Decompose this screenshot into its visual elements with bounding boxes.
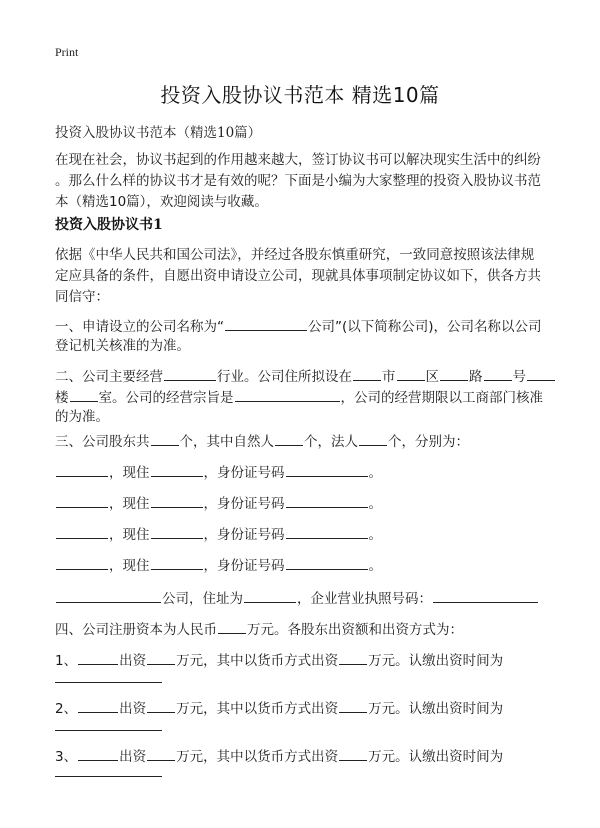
natural-person-count-blank[interactable] — [275, 430, 303, 446]
purpose-blank[interactable] — [235, 386, 340, 402]
row-text: 。 — [368, 527, 382, 543]
cash-amount-blank[interactable] — [339, 745, 367, 761]
row-text: 万元。认缴出资时间为 — [368, 749, 504, 765]
clause-text: 市 — [382, 369, 396, 385]
basis-paragraph — [55, 245, 545, 308]
clause-text: 一、申请设立的公司名称为“ — [55, 319, 224, 335]
row-text: ，现住 — [109, 465, 150, 481]
clause-text: 个，其中自然人 — [179, 434, 274, 450]
document-title: 投资入股协议书范本 精选10篇 — [160, 83, 440, 107]
room-blank[interactable] — [70, 386, 98, 402]
clause-text: ，公司的经营期限以工商部门核准 — [340, 390, 543, 406]
intro-paragraph — [55, 150, 545, 213]
clause-text: 楼 — [55, 390, 69, 406]
clause-text: 三、公司股东共 — [55, 434, 150, 450]
cash-amount-blank[interactable] — [339, 649, 367, 665]
subscription-time-blank[interactable] — [55, 775, 162, 777]
road-blank[interactable] — [440, 365, 468, 381]
row-text: 。 — [368, 496, 382, 512]
contributor-blank[interactable] — [78, 649, 118, 665]
clause-text: 个，法人 — [304, 434, 358, 450]
row-number: 3、 — [55, 749, 78, 765]
shareholder-name-blank[interactable] — [56, 461, 108, 477]
company-name-blank[interactable] — [225, 315, 307, 331]
id-number-blank[interactable] — [286, 492, 368, 508]
company-name-blank[interactable] — [56, 587, 161, 603]
row-text: ，身份证号码 — [203, 558, 285, 574]
registered-capital-blank[interactable] — [218, 618, 246, 634]
row-text: 万元。认缴出资时间为 — [368, 653, 504, 669]
amount-blank[interactable] — [147, 697, 175, 713]
clause-text: 路 — [469, 369, 483, 385]
contribution-row — [55, 697, 503, 717]
clause-3 — [55, 430, 469, 450]
id-number-blank[interactable] — [286, 554, 368, 570]
address-blank[interactable] — [151, 523, 203, 539]
clause-text: 二、公司主要经营 — [55, 369, 163, 385]
address-blank[interactable] — [151, 554, 203, 570]
city-blank[interactable] — [353, 365, 381, 381]
amount-blank[interactable] — [147, 745, 175, 761]
basis-line: 依据《中华人民共和国公司法》，并经过各股东慎重研究，一致同意按照该法律规 — [55, 247, 535, 263]
cash-amount-blank[interactable] — [339, 697, 367, 713]
number-blank[interactable] — [484, 365, 512, 381]
row-text: 公司，住址为 — [162, 591, 243, 607]
clause-2 — [55, 365, 545, 428]
shareholder-row — [55, 523, 382, 543]
district-blank[interactable] — [397, 365, 425, 381]
row-number: 2、 — [55, 701, 78, 717]
amount-blank[interactable] — [147, 649, 175, 665]
clause-text: 登记机关核准的为准。 — [55, 338, 190, 354]
row-text: ，现住 — [109, 527, 150, 543]
clause-text: 公司”(以下简称公司)，公司名称以公司 — [308, 319, 542, 335]
row-text: ，企业营业执照号码： — [297, 591, 432, 607]
row-text: 出资 — [119, 653, 147, 669]
document-subtitle: 投资入股协议书范本（精选10篇） — [55, 125, 262, 141]
id-number-blank[interactable] — [286, 523, 368, 539]
industry-blank[interactable] — [164, 365, 216, 381]
row-text: ，现住 — [109, 496, 150, 512]
row-text: 万元，其中以货币方式出资 — [176, 653, 339, 669]
intro-line: 。那么什么样的协议书才是有效的呢？下面是小编为大家整理的投资入股协议书范 — [55, 173, 541, 189]
shareholder-name-blank[interactable] — [56, 492, 108, 508]
row-text: 。 — [368, 465, 382, 481]
subscription-time-blank[interactable] — [55, 681, 162, 683]
row-text: ，身份证号码 — [203, 465, 285, 481]
row-number: 1、 — [55, 653, 78, 669]
shareholder-row — [55, 461, 382, 481]
clause-text: 号 — [512, 369, 526, 385]
clause-text: 室。公司的经营宗旨是 — [98, 390, 234, 406]
section-heading: 投资入股协议书1 — [55, 217, 163, 233]
intro-line: 本（精选10篇），欢迎阅读与收藏。 — [55, 194, 268, 210]
company-shareholder-row — [55, 587, 539, 607]
id-number-blank[interactable] — [286, 461, 368, 477]
print-label[interactable]: Print — [55, 45, 79, 59]
clause-1 — [55, 315, 545, 357]
row-text: ，身份证号码 — [203, 527, 285, 543]
row-text: 出资 — [119, 701, 147, 717]
company-address-blank[interactable] — [244, 587, 296, 603]
row-text: 万元，其中以货币方式出资 — [176, 701, 339, 717]
clause-text: 万元。各股东出资额和出资方式为： — [247, 622, 463, 638]
clause-text: 个，分别为： — [388, 434, 469, 450]
shareholder-row — [55, 492, 382, 512]
clause-4 — [55, 618, 463, 638]
subscription-time-blank[interactable] — [55, 729, 162, 731]
shareholder-row — [55, 554, 382, 574]
contribution-row — [55, 649, 503, 669]
clause-text: 区 — [425, 369, 439, 385]
clause-text: 四、公司注册资本为人民币 — [55, 622, 217, 638]
basis-line: 定应具备的条件，自愿出资申请设立公司，现就具体事项制定协议如下，供各方共 — [55, 268, 541, 284]
row-text: ，身份证号码 — [203, 496, 285, 512]
license-number-blank[interactable] — [433, 587, 538, 603]
row-text: 。 — [368, 558, 382, 574]
shareholder-count-blank[interactable] — [151, 430, 179, 446]
row-text: 万元。认缴出资时间为 — [368, 701, 504, 717]
address-blank[interactable] — [151, 492, 203, 508]
row-text: 出资 — [119, 749, 147, 765]
legal-person-count-blank[interactable] — [359, 430, 387, 446]
contribution-row — [55, 745, 503, 765]
clause-text: 的为准。 — [55, 409, 109, 425]
address-blank[interactable] — [151, 461, 203, 477]
intro-line: 在现在社会，协议书起到的作用越来越大，签订协议书可以解决现实生活中的纠纷 — [55, 152, 541, 168]
row-text: 万元，其中以货币方式出资 — [176, 749, 339, 765]
contributor-blank[interactable] — [78, 745, 118, 761]
shareholder-name-blank[interactable] — [56, 554, 108, 570]
clause-text: 行业。公司住所拟设在 — [217, 369, 352, 385]
contributor-blank[interactable] — [78, 697, 118, 713]
building-blank[interactable] — [527, 365, 555, 381]
row-text: ，现住 — [109, 558, 150, 574]
basis-line: 同信守： — [55, 289, 109, 305]
shareholder-name-blank[interactable] — [56, 523, 108, 539]
